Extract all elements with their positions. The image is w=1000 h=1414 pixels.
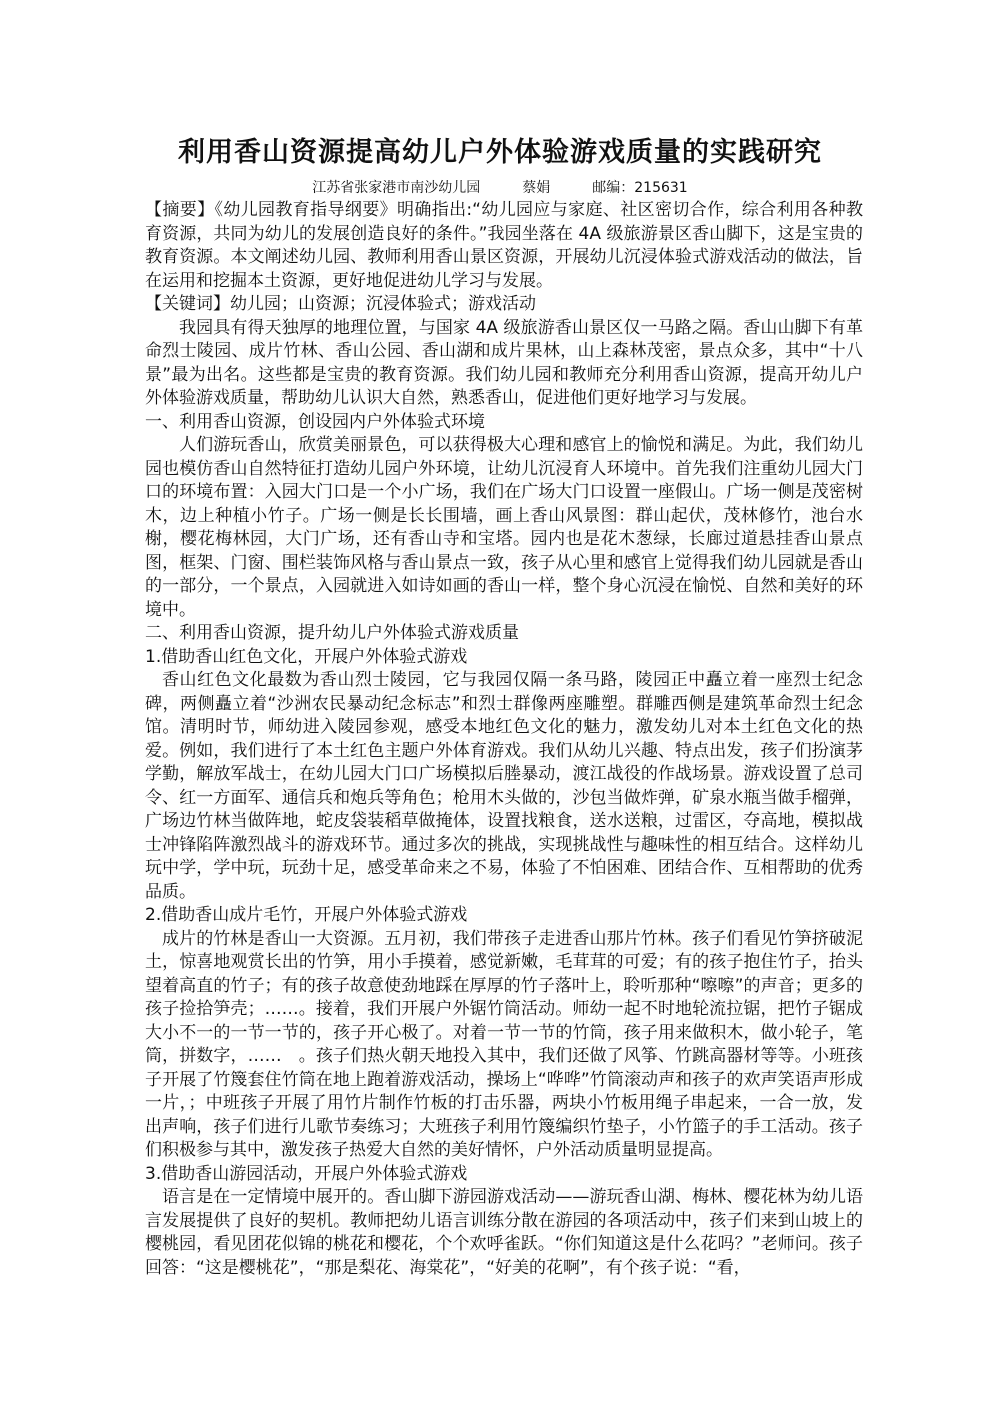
section-heading: 二、利用香山资源，提升幼儿户外体验式游戏质量 bbox=[145, 623, 519, 643]
author-byline: 江苏省张家港市南沙幼儿园 蔡娟 邮编：215631 bbox=[312, 180, 688, 196]
subsection-heading: 3.借助香山游园活动，开展户外体验式游戏 bbox=[145, 1163, 468, 1184]
section-paragraph: 香山红色文化最数为香山烈士陵园，它与我园仅隔一条马路，陵园正中矗立着一座烈士纪念碑，两侧矗立着“沙洲农民暴动纪念标志”和烈士群像两座雕塑。群雕西侧是建筑革命烈士纪念馆。清明时节，师幼进入陵园参观，感受本地红色文化的魅力，激发幼儿对本土红色文化的热爱。例如，我们进行了本土红色主题户外体育游戏。我们从幼儿兴趣、特点出发，孩子们扮演茅学勤，解放军战士，在幼儿园大门口广场模拟后塍暴动，渡江战役的作战场景。游戏设置了总司令、红一方面军、通信兵和炮兵等角色；枪用木头做的，沙包当做炸弹，矿泉水瓶当做手榴弹，广场边竹林当做阵地，蛇皮袋装稻草做掩体，设置找粮食，送水送粮，过雷区，夺高地，模拟战士冲锋陷阵激烈战斗的游戏环节。通过多次的挑战，实现挑战性与趣味性的相互结合。这样幼儿玩中学，学中玩，玩劲十足，感受革命来之不易，体验了不怕困难、团结合作、互相帮助的优秀品质。 bbox=[145, 670, 863, 902]
subsection-heading: 2.借助香山成片毛竹，开展户外体验式游戏 bbox=[145, 905, 468, 925]
section-paragraph: 语言是在一定情境中展开的。香山脚下游园游戏活动——游玩香山湖、梅林、樱花林为幼儿语言发展提供了良好的契机。教师把幼儿语言训练分散在游园的各项活动中，孩子们来到山坡上的樱桃园，看见团花似锦的桃花和樱花，个个欢呼雀跃。“你们知道这是什么花吗？”老师问。孩子回答：“这是樱桃花”，“那是梨花、海棠花”，“好美的花啊”，有个孩子说：“看， bbox=[145, 1187, 863, 1278]
abstract-paragraph: 【摘要】《幼儿园教育指导纲要》明确指出:“幼儿园应与家庭、社区密切合作，综合利用各种教育资源，共同为幼儿的发展创造良好的条件。”我园坐落在 4A 级旅游景区香山脚下，这是宝贵的教育资源。本文阐述幼儿园、教师利用香山景区资源，开展幼儿沉浸体验式游戏活动的做法，旨在运用和挖掘本土资源，更好地促进幼儿学习与发展。 bbox=[145, 200, 863, 291]
subsection-heading: 1.借助香山红色文化，开展户外体验式游戏 bbox=[145, 646, 468, 667]
keywords-line: 【关键词】幼儿园；山资源；沉浸体验式；游戏活动 bbox=[145, 294, 536, 314]
section-paragraph: 人们游玩香山，欣赏美丽景色，可以获得极大心理和感官上的愉悦和满足。为此，我们幼儿园也模仿香山自然特征打造幼儿园户外环境，让幼儿沉浸育人环境中。首先我们注重幼儿园大门口的环境布置：入园大门口是一个小广场，我们在广场大门口设置一座假山。广场一侧是茂密树木，边上种植小竹子。广场一侧是长长围墙，画上香山风景图：群山起伏，茂林修竹，池台水榭，樱花梅林园，大门广场，还有香山寺和宝塔。园内也是花木葱绿，长廊过道悬挂香山景点图，框架、门窗、围栏装饰风格与香山景点一致，孩子从心里和感官上觉得我们幼儿园就是香山的一部分，一个景点，入园就进入如诗如画的香山一样，整个身心沉浸在愉悦、自然和美好的环境中。 bbox=[145, 435, 863, 620]
section-paragraph: 成片的竹林是香山一大资源。五月初，我们带孩子走进香山那片竹林。孩子们看见竹笋挤破泥土，惊喜地观赏长出的竹笋，用小手摸着，感觉新嫩，毛茸茸的可爱；有的孩子抱住竹子，抬头望着高直的竹子；有的孩子故意使劲地踩在厚厚的竹子落叶上，聆听那种“嚓嚓”的声音；更多的孩子捡拾笋壳；……。接着，我们开展户外锯竹筒活动。师幼一起不时地轮流拉锯，把竹子锯成大小不一的一节一节的，孩子开心极了。对着一节一节的竹筒，孩子用来做积木，做小轮子，笔筒，拼数字，…… 。孩子们热火朝天地投入其中，我们还做了风筝、竹跳高器材等等。小班孩子开展了竹篾套住竹筒在地上跑着游戏活动，操场上“哗哗”竹筒滚动声和孩子的欢声笑语声形成一片，；中班孩子开展了用竹片制作竹板的打击乐器，两块小竹板用绳子串起来，一合一放，发出声响，孩子们进行儿歌节奏练习；大班孩子利用竹篾编织竹垫子，小竹篮子的手工活动。孩子们积极参与其中，激发孩子热爱大自然的美好情怀，户外活动质量明显提高。 bbox=[145, 928, 863, 1160]
intro-paragraph: 我园具有得天独厚的地理位置，与国家 4A 级旅游香山景区仅一马路之隔。香山山脚下有革命烈士陵园、成片竹林、香山公园、香山湖和成片果林，山上森林茂密，景点众多，其中“十八景”最为出名。这些都是宝贵的教育资源。我们幼儿园和教师充分利用香山资源，提高开幼儿户外体验游戏质量，帮助幼儿认识大自然，熟悉香山，促进他们更好地学习与发展。 bbox=[145, 317, 863, 408]
section-heading: 一、利用香山资源，创设园内户外体验式环境 bbox=[145, 411, 485, 432]
paper-title: 利用香山资源提高幼儿户外体验游戏质量的实践研究 bbox=[178, 137, 822, 168]
paper-body bbox=[145, 199, 863, 1280]
